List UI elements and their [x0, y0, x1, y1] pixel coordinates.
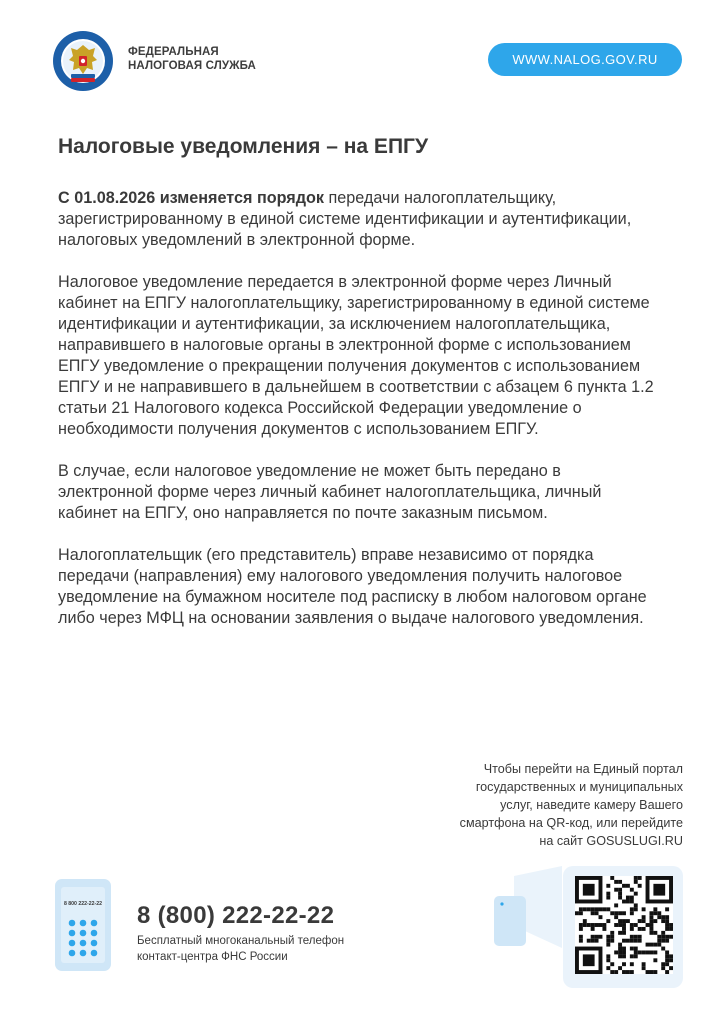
- contact-caption: [137, 933, 344, 965]
- paragraph-3: В случае, если налоговое уведомление не может быть передано в электронной форме через личный кабинет налогоплательщика, личный кабинет на ЕПГУ, оно направляется по почте заказным письмом.: [58, 462, 602, 522]
- paragraph-4: Налогоплательщик (его представитель) вправе независимо от порядка передачи (направления) ему налогового уведомления получить налоговое уведомление на бумажном носителе под расписку в любом налоговом органе либо через МФЦ на основании заявления о выдаче налогового уведомления.: [58, 546, 647, 627]
- caption-line-2: контакт-центра ФНС России: [137, 951, 288, 963]
- phone-screen-number: 8 800 222-22-22: [63, 901, 103, 907]
- logo-line-2: НАЛОГОВАЯ СЛУЖБА: [128, 59, 256, 72]
- paragraph-1-rest: передачи налогоплательщику, зарегистрированному в единой системе идентификации и аутентификации, налоговых уведомлений в электронной форме.: [58, 189, 632, 249]
- page-title: Налоговые уведомления – на ЕПГУ: [58, 135, 429, 158]
- paragraph-1-bold: С 01.08.2026 изменяется порядок: [58, 189, 324, 207]
- paragraph-1: [58, 188, 658, 251]
- qr-code[interactable]: [575, 876, 673, 974]
- logo-line-1: ФЕДЕРАЛЬНАЯ: [128, 46, 219, 58]
- caption-line-1: Бесплатный многоканальный телефон: [137, 935, 345, 947]
- qr-note-line: на сайт GOSUSLUGI.RU: [539, 834, 683, 848]
- qr-note-line: государственных и муниципальных: [475, 780, 683, 794]
- website-link-button[interactable]: WWW.NALOG.GOV.RU: [488, 43, 682, 76]
- qr-note-line: Чтобы перейти на Единый портал: [483, 762, 683, 776]
- phone-illustration-icon: [55, 879, 111, 971]
- qr-note-line: смартфона на QR-код, или перейдите: [459, 816, 683, 830]
- logo-text: [128, 46, 256, 73]
- paragraph-2: Налоговое уведомление передается в электронной форме через Личный кабинет на ЕПГУ налогоплательщику, зарегистрированному в единой системе идентификации и аутентификации, за исключением налогоплательщика, направившего в налоговые органы в электронной форме с использованием ЕПГУ уведомление о прекращении получения документов с использованием ЕПГУ и не направившего в дальнейшем в соответствии с абзацем 6 пункта 1.2 статьи 21 Налогового кодекса Российской Федерации уведомление о необходимости получения документов с использованием ЕПГУ.: [58, 273, 654, 438]
- smartphone-scan-icon: [492, 866, 562, 948]
- fns-emblem-icon: [52, 30, 114, 92]
- body-text: [58, 188, 658, 650]
- qr-instructions: [383, 760, 683, 850]
- qr-note-line: услуг, наведите камеру Вашего: [500, 798, 683, 812]
- contact-phone-number[interactable]: 8 (800) 222-22-22: [137, 902, 335, 929]
